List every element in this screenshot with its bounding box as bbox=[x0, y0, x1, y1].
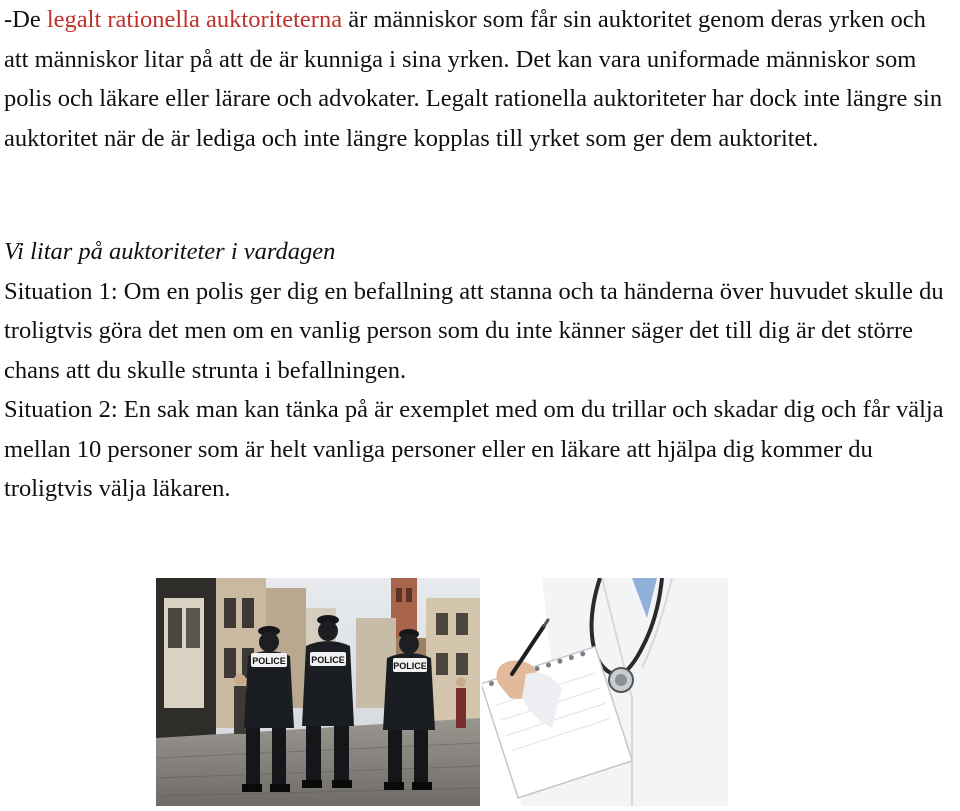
highlighted-term: legalt rationella auktoriteterna bbox=[46, 6, 343, 33]
situation-2-text: Situation 2: En sak man kan tänka på är exemplet med om du trillar och skadar dig och får välja mellan 10 personer som är helt vanliga personer eller en läkare att hjälpa dig kommer du troligtvis välja läkaren. bbox=[4, 396, 944, 502]
section-heading: Vi litar på auktoriteter i vardagen bbox=[4, 238, 336, 265]
intro-body: är människor som får sin auktoritet genom deras yrken och att människor litar på att de är kunniga i sina yrken. Det kan vara uniformade människor som polis och läkare eller lärare och advokater. Legalt rationella auktoriteter har dock inte längre sin auktoritet när de är lediga och inte längre kopplas till yrket som ger dem auktoritet. bbox=[4, 6, 943, 152]
svg-text:POLICE: POLICE bbox=[252, 656, 286, 666]
intro-paragraph bbox=[4, 0, 956, 158]
police-street-illustration bbox=[156, 578, 480, 806]
svg-text:POLICE: POLICE bbox=[311, 655, 345, 665]
intro-lead: -De bbox=[4, 6, 47, 33]
everyday-authority-section bbox=[4, 232, 956, 509]
situation-1-text: Situation 1: Om en polis ger dig en befallning att stanna och ta händerna över huvudet skulle du troligtvis göra det men om en vanlig person som du inte känner säger det till dig är det större chans att du skulle strunta i befallningen. bbox=[4, 277, 944, 384]
doctor-illustration bbox=[482, 578, 728, 806]
police-photo bbox=[156, 578, 480, 806]
doctor-photo bbox=[482, 578, 728, 806]
svg-text:POLICE: POLICE bbox=[393, 661, 427, 671]
